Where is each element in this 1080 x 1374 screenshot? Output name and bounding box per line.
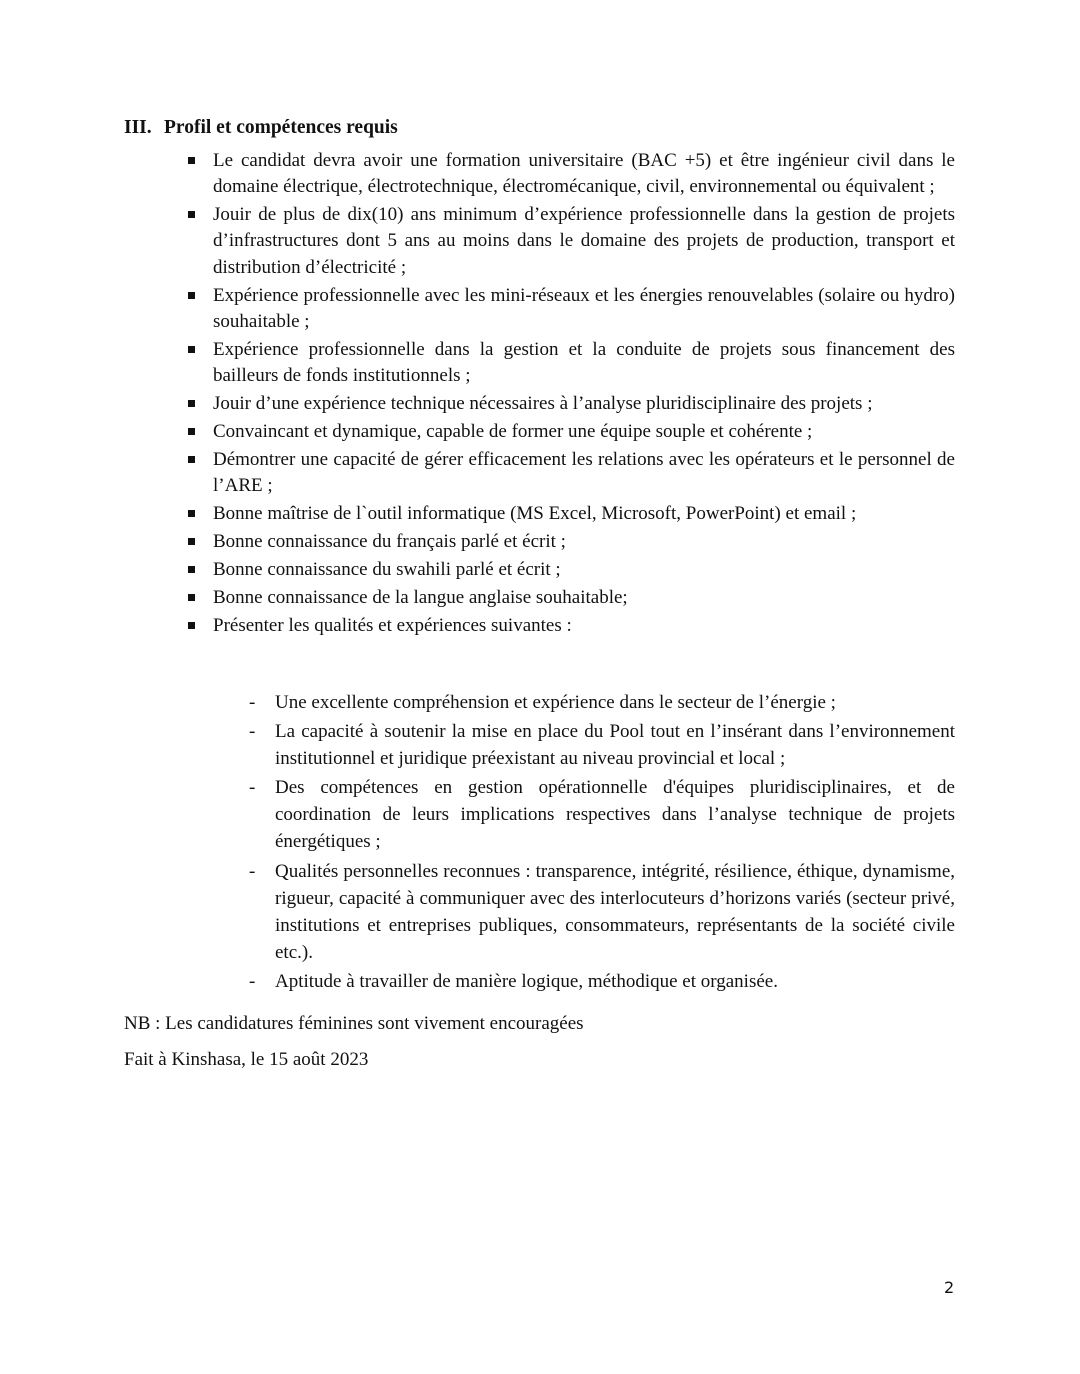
list-item bbox=[246, 689, 955, 716]
requirement-text: Bonne maîtrise de l`outil informatique (MS Excel, Microsoft, PowerPoint) et email ; bbox=[213, 503, 857, 525]
requirement-text: Bonne connaissance du français parlé et écrit ; bbox=[213, 530, 566, 552]
square-bullet-icon bbox=[188, 157, 195, 164]
quality-text: Une excellente compréhension et expérience dans le secteur de l’énergie ; bbox=[275, 692, 836, 713]
square-bullet-icon bbox=[188, 400, 195, 407]
qualities-list bbox=[246, 689, 955, 997]
quality-text: Aptitude à travailler de manière logique, méthodique et organisée. bbox=[275, 970, 778, 992]
square-bullet-icon bbox=[188, 510, 195, 517]
list-item bbox=[186, 283, 955, 336]
list-item bbox=[246, 718, 955, 772]
list-item bbox=[186, 613, 955, 639]
square-bullet-icon bbox=[188, 566, 195, 573]
list-item bbox=[186, 202, 955, 281]
square-bullet-icon bbox=[188, 292, 195, 299]
list-item bbox=[246, 968, 955, 995]
section-number: III. bbox=[124, 117, 152, 138]
nb-note: NB : Les candidatures féminines sont vivement encouragées bbox=[124, 1013, 584, 1034]
list-item bbox=[186, 148, 955, 201]
requirement-text: Expérience professionnelle dans la gestion et la conduite de projets sous financement des bailleurs de fonds institutionnels ; bbox=[213, 338, 955, 387]
dash-marker: - bbox=[249, 692, 256, 713]
requirement-text: Le candidat devra avoir une formation universitaire (BAC +5) et être ingénieur civil dans le domaine électrique, électrotechnique, électromécanique, civil, environnemental ou équivalent ; bbox=[213, 150, 955, 198]
square-bullet-icon bbox=[188, 538, 195, 545]
list-item bbox=[186, 501, 955, 527]
quality-text: Des compétences en gestion opérationnelle d'équipes pluridisciplinaires, et de coordination de leurs implications respectives dans l’analyse technique de projets énergétiques ; bbox=[275, 777, 955, 853]
place-date: Fait à Kinshasa, le 15 août 2023 bbox=[124, 1049, 369, 1070]
square-bullet-icon bbox=[188, 456, 195, 463]
requirement-text: Bonne connaissance de la langue anglaise souhaitable; bbox=[213, 586, 628, 608]
dash-marker: - bbox=[249, 721, 256, 743]
quality-text: Qualités personnelles reconnues : transparence, intégrité, résilience, éthique, dynamisme, rigueur, capacité à communiquer avec des interlocuteurs d’horizons variés (secteur privé, institutions et entreprises publiques, consommateurs, représentants de la société civile etc.). bbox=[275, 860, 955, 963]
requirement-text: Présenter les qualités et expériences suivantes : bbox=[213, 614, 572, 636]
square-bullet-icon bbox=[188, 211, 195, 218]
square-bullet-icon bbox=[188, 622, 195, 629]
section-heading bbox=[124, 116, 398, 140]
square-bullet-icon bbox=[188, 428, 195, 435]
list-item bbox=[186, 585, 955, 611]
square-bullet-icon bbox=[188, 594, 195, 601]
list-item bbox=[186, 447, 955, 500]
requirement-text: Convaincant et dynamique, capable de former une équipe souple et cohérente ; bbox=[213, 420, 813, 442]
requirements-list bbox=[186, 148, 955, 640]
list-item bbox=[186, 337, 955, 390]
page-number: 2 bbox=[944, 1278, 955, 1297]
list-item bbox=[186, 529, 955, 555]
quality-text: La capacité à soutenir la mise en place du Pool tout en l’insérant dans l’environnement institutionnel et juridique préexistant au niveau provincial et local ; bbox=[275, 721, 955, 770]
list-item bbox=[246, 858, 955, 966]
requirement-text: Jouir de plus de dix(10) ans minimum d’expérience professionnelle dans la gestion de projets d’infrastructures dont 5 ans au moins dans le domaine des projets de production, transport et distribution d’électricité ; bbox=[213, 204, 955, 278]
list-item bbox=[246, 774, 955, 855]
requirement-text: Jouir d’une expérience technique nécessaires à l’analyse pluridisciplinaire des projets ; bbox=[213, 393, 873, 415]
section-title: Profil et compétences requis bbox=[164, 117, 398, 138]
square-bullet-icon bbox=[188, 346, 195, 353]
dash-marker: - bbox=[249, 860, 256, 882]
requirement-text: Démontrer une capacité de gérer efficacement les relations avec les opérateurs et le personnel de l’ARE ; bbox=[213, 448, 955, 497]
dash-marker: - bbox=[249, 970, 256, 992]
requirement-text: Bonne connaissance du swahili parlé et écrit ; bbox=[213, 558, 561, 580]
list-item bbox=[186, 557, 955, 583]
requirement-text: Expérience professionnelle avec les mini-réseaux et les énergies renouvelables (solaire ou hydro) souhaitable ; bbox=[213, 284, 955, 332]
dash-marker: - bbox=[249, 777, 256, 799]
list-item bbox=[186, 391, 955, 417]
list-item bbox=[186, 419, 955, 445]
